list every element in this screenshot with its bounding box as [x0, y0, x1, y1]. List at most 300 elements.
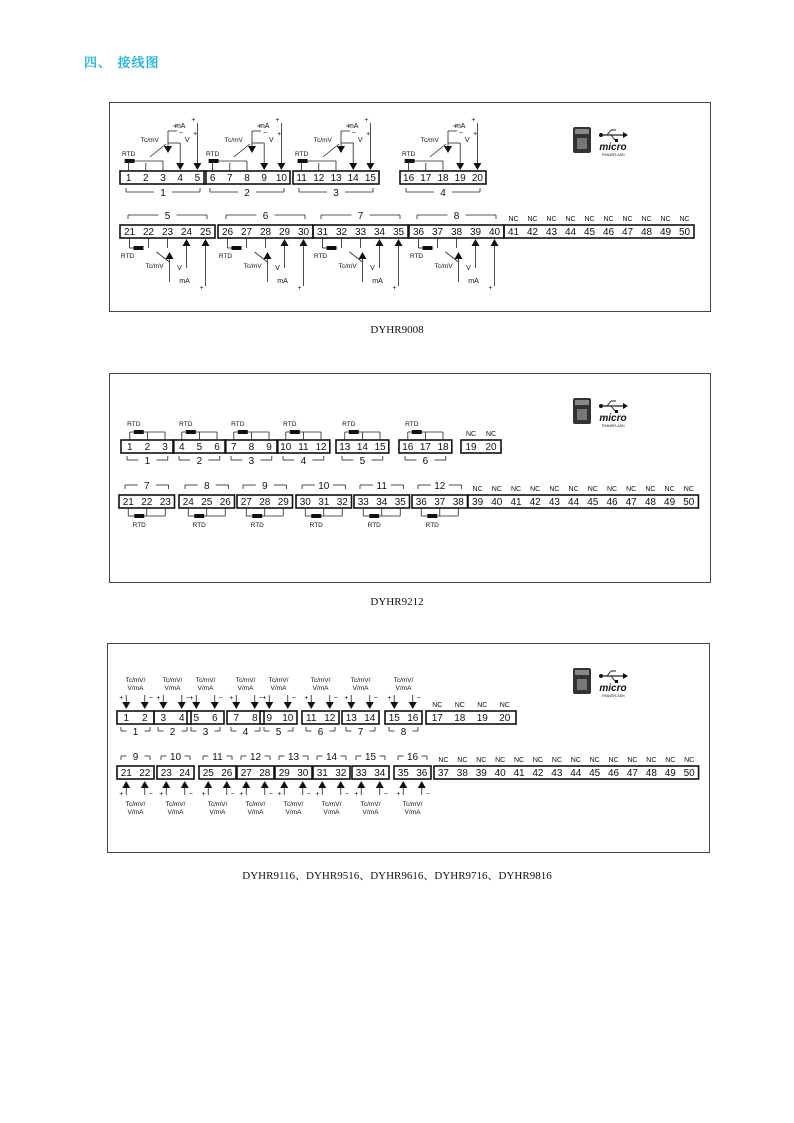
channel-label: 8: [453, 211, 460, 222]
terminal-number: 45: [583, 227, 596, 238]
terminal-number: 37: [434, 497, 446, 508]
terminal-number: 33: [355, 768, 367, 779]
tc-mv-label: Tc/mV: [145, 263, 164, 270]
terminal-number: 25: [202, 768, 214, 779]
micro-brand-text: micro: [599, 142, 627, 153]
terminal-number: 25: [201, 497, 213, 508]
plus-label: +: [277, 131, 282, 138]
plus-label: +: [193, 131, 198, 138]
tc-mv-label: Tc/mV: [140, 137, 159, 144]
section-heading: 四、 接线图: [84, 56, 160, 71]
terminal-number: 31: [316, 768, 328, 779]
arrow-head: [337, 781, 345, 788]
terminal-number: 3: [160, 173, 166, 184]
terminal-number: 6: [214, 442, 220, 453]
nc-label: NC: [626, 486, 637, 493]
tc-mv-label: Tc/mV/: [165, 801, 186, 808]
terminal-number: 13: [339, 442, 351, 453]
caption-dyhr9116: DYHR9116、DYHR9516、DYHR9616、DYHR9716、DYHR9816: [242, 870, 552, 882]
plus-label: +: [366, 131, 371, 138]
channel-label: 1: [160, 188, 166, 199]
rtd-resistor-symbol: [238, 430, 248, 434]
channel-label: 8: [400, 727, 407, 738]
nc-label: NC: [646, 757, 657, 764]
channel-label: 6: [422, 456, 429, 467]
terminal-number: 49: [659, 227, 672, 238]
tc-mv-label: Tc/mV/: [350, 677, 371, 684]
usb-icon: [599, 133, 603, 137]
terminal-number: 10: [280, 442, 292, 453]
arrow-head: [300, 239, 308, 246]
minus-label: −: [291, 695, 296, 702]
arrow-head: [232, 702, 240, 709]
channel-label: 2: [244, 188, 250, 199]
arrow-head: [347, 702, 355, 709]
channel-label: 9: [132, 752, 139, 763]
arrow-head: [242, 781, 250, 788]
caption-dyhr9008: DYHR9008: [370, 324, 424, 336]
nc-label: NC: [683, 486, 694, 493]
terminal-number: 42: [529, 497, 541, 508]
rtd-resistor-symbol: [327, 246, 337, 250]
plus-label: +: [119, 791, 124, 798]
thermocouple-line: [150, 144, 166, 157]
terminal-number: 2: [143, 173, 149, 184]
tc-mv-label: Tc/mV: [243, 263, 262, 270]
usb-icon: [611, 135, 615, 140]
terminal-number: 13: [330, 173, 342, 184]
tc-mv-label: Tc/mV: [420, 137, 439, 144]
tc-mv-label: Tc/mV/: [310, 677, 331, 684]
rtd-resistor-symbol: [427, 514, 437, 518]
usb-icon: [599, 674, 603, 678]
tc-mv-label: Tc/mV/: [125, 677, 146, 684]
terminal-number: 11: [296, 173, 307, 184]
nc-label: NC: [532, 757, 544, 764]
terminal-number: 24: [180, 227, 193, 238]
tc-mv-label: Tc/mV: [313, 137, 332, 144]
terminal-number: 29: [277, 497, 289, 508]
rtd-resistor-symbol: [290, 430, 300, 434]
tc-mv-label: Tc/mV/: [268, 677, 289, 684]
terminal-number: 41: [507, 227, 520, 238]
thermocouple-line: [323, 144, 339, 157]
rtd-label: RTD: [192, 522, 206, 529]
v-label: V: [275, 265, 280, 272]
terminal-number: 50: [683, 497, 695, 508]
terminal-number: 18: [454, 713, 466, 724]
nc-label: NC: [641, 216, 652, 223]
arrow-head: [211, 702, 219, 709]
micro-sub-text: TRANSFLASH: [601, 424, 625, 428]
terminal-number: 35: [397, 768, 409, 779]
terminal-number: 7: [231, 442, 237, 453]
nc-label: NC: [606, 486, 618, 493]
minus-label: −: [333, 695, 338, 702]
arrow-head: [159, 702, 167, 709]
plus-label: +: [473, 131, 478, 138]
terminal-number: 11: [298, 442, 309, 453]
wiring-panel-dyhr9116: [107, 643, 710, 853]
v-ma-label: V/mA: [362, 809, 379, 816]
usb-icon: [623, 673, 628, 679]
terminal-number: 36: [416, 768, 428, 779]
arrow-head: [299, 781, 307, 788]
terminal-number: 19: [465, 442, 477, 453]
plus-label: +: [392, 285, 397, 292]
nc-label: NC: [457, 757, 468, 764]
channel-label: 11: [376, 481, 387, 492]
tc-mv-label: Tc/mV/: [402, 801, 423, 808]
nc-label: NC: [513, 757, 525, 764]
micro-sd-card-icon: [577, 409, 587, 420]
plus-label: +: [364, 117, 369, 124]
terminal-number: 23: [160, 768, 172, 779]
tc-mv-label: Tc/mV/: [125, 801, 146, 808]
terminal-number: 31: [316, 227, 329, 238]
plus-label: +: [201, 791, 206, 798]
nc-label: NC: [660, 216, 671, 223]
terminal-number: 28: [259, 227, 272, 238]
terminal-number: 1: [127, 442, 133, 453]
terminal-number: 35: [392, 227, 405, 238]
micro-sd-card-icon: [577, 138, 587, 149]
channel-label: 6: [262, 211, 269, 222]
terminal-number: 50: [683, 768, 695, 779]
tc-mv-label: Tc/mV/: [235, 677, 256, 684]
nc-label: NC: [679, 216, 690, 223]
v-ma-label: V/mA: [127, 809, 144, 816]
arrow-head: [366, 163, 374, 170]
ma-label: mA: [174, 123, 186, 130]
terminal-number: 16: [407, 713, 419, 724]
terminal-number: 44: [568, 497, 580, 508]
rtd-resistor-symbol: [232, 246, 242, 250]
wiring-diagram-dyhr9008: [110, 103, 710, 311]
ma-label: mA: [258, 123, 270, 130]
terminal-number: 39: [469, 227, 482, 238]
channel-label: 4: [242, 727, 249, 738]
nc-label: NC: [551, 757, 562, 764]
terminal-number: 22: [141, 497, 153, 508]
nc-label: NC: [549, 486, 560, 493]
terminal-number: 23: [161, 227, 174, 238]
arrow-head: [223, 781, 231, 788]
terminal-number: 7: [233, 713, 240, 724]
minus-label: −: [344, 791, 349, 798]
terminal-number: 32: [335, 227, 348, 238]
terminal-number: 14: [356, 442, 368, 453]
v-ma-label: V/mA: [209, 809, 226, 816]
rtd-label: RTD: [313, 253, 328, 260]
tc-mv-label: Tc/mV/: [162, 677, 183, 684]
terminal-number: 7: [227, 173, 233, 184]
terminal-number: 17: [431, 713, 443, 724]
terminal-number: 48: [644, 497, 656, 508]
rtd-label: RTD: [127, 421, 141, 428]
channel-label: 12: [434, 481, 446, 492]
nc-label: NC: [454, 702, 465, 709]
terminal-number: 3: [162, 442, 168, 453]
ma-label: mA: [277, 278, 288, 285]
terminal-number: 6: [209, 173, 216, 184]
rtd-label: RTD: [405, 421, 419, 428]
terminal-number: 35: [394, 497, 406, 508]
terminal-number: 47: [621, 227, 634, 238]
terminal-number: 34: [376, 497, 388, 508]
v-ma-label: V/mA: [270, 685, 287, 692]
arrow-head: [337, 146, 345, 153]
terminal-number: 16: [402, 442, 414, 453]
nc-label: NC: [546, 216, 557, 223]
arrow-head: [456, 163, 464, 170]
terminal-number: 27: [240, 497, 252, 508]
nc-label: NC: [608, 757, 619, 764]
plus-label: +: [199, 285, 204, 292]
minus-label: −: [416, 695, 421, 702]
wiring-panel-dyhr9008: [109, 102, 711, 312]
arrow-head: [204, 781, 212, 788]
arrow-head: [181, 781, 189, 788]
terminal-number: 34: [374, 768, 386, 779]
arrow-head: [318, 781, 326, 788]
terminal-number: 15: [374, 442, 386, 453]
terminal-number: 17: [420, 173, 432, 184]
terminal-number: 38: [456, 768, 468, 779]
terminal-number: 27: [240, 227, 253, 238]
v-label: V: [268, 137, 274, 144]
thermocouple-line: [234, 144, 250, 157]
tc-mv-label: Tc/mV/: [245, 801, 266, 808]
usb-icon: [611, 676, 615, 681]
tc-mv-label: Tc/mV/: [195, 677, 216, 684]
terminal-number: 39: [472, 497, 484, 508]
channel-label: 15: [364, 752, 377, 763]
terminal-number: 5: [193, 713, 200, 724]
arrow-head: [178, 702, 186, 709]
arrow-head: [418, 781, 426, 788]
terminal-number: 33: [354, 227, 367, 238]
terminal-number: 1: [123, 713, 130, 724]
minus-label: −: [306, 791, 311, 798]
arrow-head: [261, 781, 269, 788]
channel-label: 2: [169, 727, 176, 738]
nc-label: NC: [510, 486, 522, 493]
wiring-panel-dyhr9212: [109, 373, 711, 583]
terminal-number: 30: [297, 768, 309, 779]
terminal-number: 10: [275, 173, 287, 184]
v-label: V: [357, 137, 363, 144]
minus-label: −: [373, 695, 378, 702]
plus-label: +: [315, 791, 320, 798]
nc-label: NC: [432, 702, 443, 709]
rtd-resistor-symbol: [349, 430, 359, 434]
terminal-number: 2: [144, 442, 151, 453]
terminal-number: 13: [345, 713, 357, 724]
nc-label: NC: [508, 216, 519, 223]
channel-label: 7: [143, 481, 150, 492]
terminal-number: 5: [194, 173, 201, 184]
arrow-head: [390, 702, 398, 709]
terminal-number: 43: [548, 497, 560, 508]
nc-label: NC: [570, 757, 581, 764]
rtd-resistor-symbol: [134, 246, 144, 250]
arrow-head: [359, 252, 367, 259]
terminal-number: 26: [221, 227, 234, 238]
terminal-number: 8: [251, 713, 258, 724]
nc-label: NC: [565, 216, 576, 223]
terminal-number: 5: [196, 442, 203, 453]
v-ma-label: V/mA: [237, 685, 254, 692]
rtd-resistor-symbol: [311, 514, 321, 518]
terminal-number: 9: [261, 173, 267, 184]
channel-label: 4: [300, 456, 307, 467]
usb-icon: [611, 406, 615, 411]
wiring-diagram-dyhr9116: [108, 644, 709, 852]
micro-brand-text: micro: [599, 683, 627, 694]
arrow-head: [366, 702, 374, 709]
terminal-number: 26: [219, 497, 231, 508]
plus-label: +: [471, 117, 476, 124]
terminal-number: 46: [606, 497, 618, 508]
arrow-head: [260, 163, 268, 170]
terminal-number: 23: [159, 497, 171, 508]
arrow-head: [141, 781, 149, 788]
arrow-head: [357, 781, 365, 788]
terminal-number: 18: [437, 173, 449, 184]
terminal-number: 34: [373, 227, 386, 238]
nc-label: NC: [491, 486, 502, 493]
rtd-resistor-symbol: [209, 159, 219, 163]
terminal-number: 32: [336, 497, 348, 508]
v-ma-label: V/mA: [167, 809, 184, 816]
plus-label: +: [262, 695, 267, 702]
terminal-number: 44: [570, 768, 582, 779]
terminal-number: 45: [587, 497, 599, 508]
arrow-head: [307, 702, 315, 709]
arrow-head: [326, 702, 334, 709]
terminal-number: 9: [266, 713, 273, 724]
minus-label: −: [258, 695, 263, 702]
nc-label: NC: [465, 431, 477, 438]
nc-label: NC: [499, 702, 510, 709]
nc-label: NC: [527, 216, 538, 223]
arrow-head: [183, 239, 191, 246]
arrow-head: [472, 239, 480, 246]
channel-label: 5: [164, 211, 171, 222]
arrow-head: [265, 702, 273, 709]
arrow-head: [491, 239, 499, 246]
rtd-resistor-symbol: [369, 514, 379, 518]
rtd-label: RTD: [205, 151, 220, 158]
arrow-head: [280, 781, 288, 788]
arrow-head: [376, 781, 384, 788]
rtd-label: RTD: [120, 253, 135, 260]
terminal-number: 28: [259, 768, 271, 779]
tc-mv-label: Tc/mV: [224, 137, 243, 144]
rtd-label: RTD: [218, 253, 233, 260]
micro-sub-text: TRANSFLASH: [601, 694, 625, 698]
arrow-head: [166, 252, 174, 259]
channel-label: 3: [248, 456, 255, 467]
thermocouple-line: [430, 144, 446, 157]
terminal-number: 33: [357, 497, 369, 508]
rtd-label: RTD: [294, 151, 309, 158]
terminal-number: 42: [532, 768, 544, 779]
terminal-number: 27: [240, 768, 252, 779]
rtd-label: RTD: [409, 253, 424, 260]
channel-label: 10: [318, 481, 330, 492]
terminal-number: 41: [510, 497, 522, 508]
rtd-resistor-symbol: [186, 430, 196, 434]
terminal-number: 12: [313, 173, 325, 184]
arrow-head: [162, 781, 170, 788]
terminal-number: 48: [645, 768, 657, 779]
plus-label: +: [275, 117, 280, 124]
nc-label: NC: [589, 757, 600, 764]
plus-label: +: [119, 695, 124, 702]
nc-label: NC: [587, 486, 598, 493]
minus-label: −: [148, 695, 153, 702]
terminal-number: 16: [403, 173, 415, 184]
terminal-number: 9: [266, 442, 272, 453]
minus-label: −: [458, 130, 464, 137]
rtd-resistor-symbol: [134, 430, 144, 434]
terminal-number: 36: [412, 227, 425, 238]
channel-label: 14: [325, 752, 338, 763]
nc-label: NC: [622, 216, 633, 223]
arrow-head: [444, 146, 452, 153]
rtd-resistor-symbol: [194, 514, 204, 518]
terminal-number: 24: [182, 497, 194, 508]
terminal-number: 12: [324, 713, 336, 724]
tc-mv-label: Tc/mV: [434, 263, 453, 270]
arrow-head: [192, 702, 200, 709]
plus-label: +: [344, 695, 349, 702]
terminal-number: 43: [545, 227, 558, 238]
rtd-label: RTD: [231, 421, 245, 428]
terminal-number: 8: [248, 442, 255, 453]
micro-sd-card-icon: [575, 400, 589, 405]
terminal-number: 3: [160, 713, 167, 724]
channel-label: 11: [212, 752, 223, 763]
terminal-number: 24: [179, 768, 191, 779]
terminal-number: 21: [123, 227, 136, 238]
rtd-label: RTD: [121, 151, 136, 158]
nc-label: NC: [664, 486, 675, 493]
nc-label: NC: [438, 757, 449, 764]
rtd-label: RTD: [179, 421, 193, 428]
nc-label: NC: [477, 702, 488, 709]
terminal-number: 31: [318, 497, 330, 508]
terminal-number: 21: [122, 497, 134, 508]
arrow-head: [122, 781, 130, 788]
terminal-number: 30: [299, 497, 311, 508]
arrow-head: [399, 781, 407, 788]
v-ma-label: V/mA: [127, 685, 144, 692]
v-label: V: [464, 137, 470, 144]
nc-label: NC: [476, 757, 487, 764]
plus-label: +: [156, 695, 161, 702]
arrow-head: [455, 252, 463, 259]
nc-terminal-box: [434, 766, 699, 779]
channel-label: 2: [196, 456, 203, 467]
rtd-label: RTD: [425, 522, 439, 529]
channel-label: 13: [287, 752, 300, 763]
tc-mv-label: Tc/mV/: [283, 801, 304, 808]
terminal-number: 26: [221, 768, 233, 779]
nc-label: NC: [684, 757, 695, 764]
